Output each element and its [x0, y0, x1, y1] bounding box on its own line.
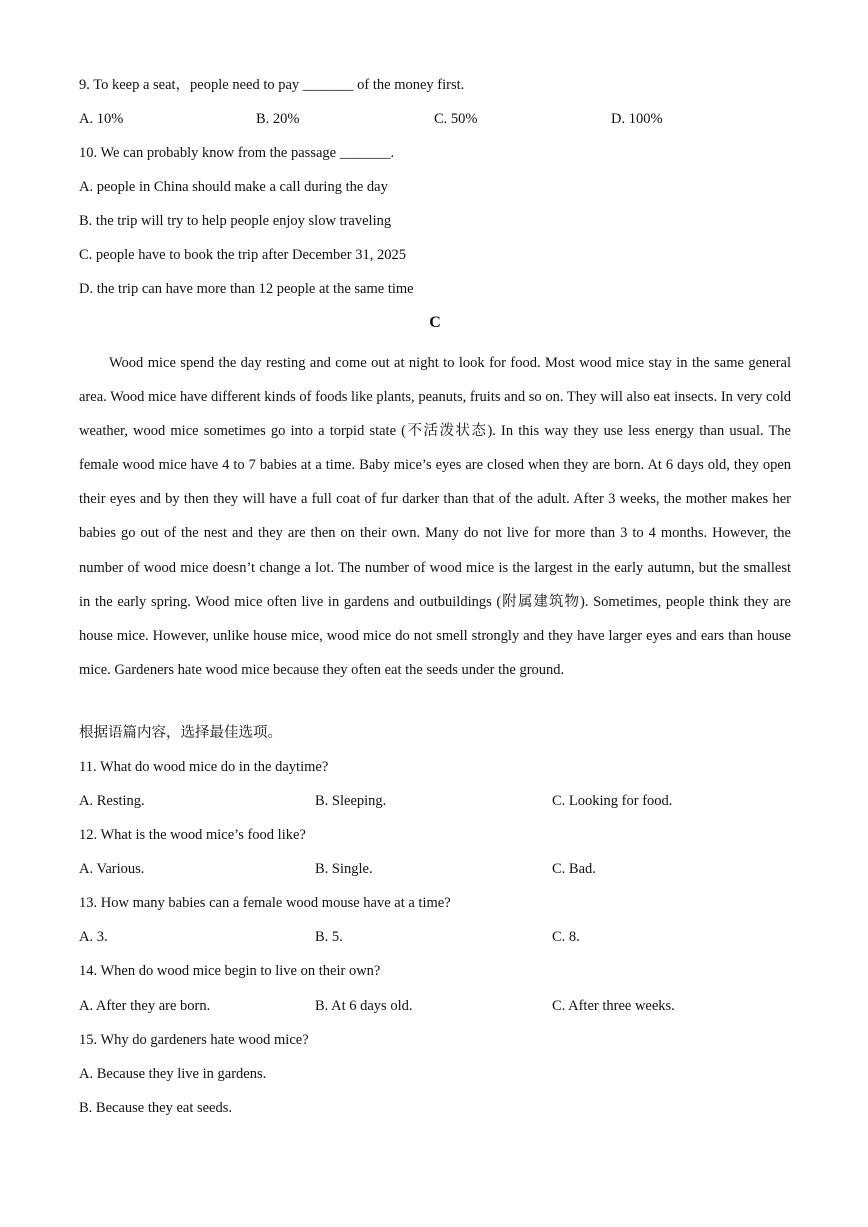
question-10-option-b: B. the trip will try to help people enjoy slow traveling: [79, 213, 392, 229]
question-12-option-a: A. Various.: [79, 861, 145, 877]
question-12-stem: 12. What is the wood mice’s food like?: [79, 827, 306, 843]
question-13-option-a: A. 3.: [79, 929, 108, 945]
question-14-option-c: C. After three weeks.: [552, 998, 675, 1014]
question-9-option-c: C. 50%: [434, 111, 478, 127]
question-10-option-a: A. people in China should make a call during the day: [79, 179, 388, 195]
question-15-option-a: A. Because they live in gardens.: [79, 1066, 267, 1082]
question-14-option-b: B. At 6 days old.: [315, 998, 413, 1014]
question-15-option-b: B. Because they eat seeds.: [79, 1100, 233, 1116]
section-c-title: C: [429, 314, 441, 331]
section-c-passage: Wood mice spend the day resting and come out at night to look for food. Most wood mice stay in the same general area. Wood mice have different kinds of foods like plants, peanuts, fruits and so on. They will also eat insects. In very cold weather, wood mice sometimes go into a torpid state (不活泼状态). In this way they use less energy than usual. The female wood mice have 4 to 7 babies at a time. Baby mice’s eyes are closed when they are born. At 6 days old, they open their eyes and by then they will have a full coat of fur darker than that of the adult. After 3 weeks, the mother makes her babies go out of the nest and they are then on their own. Many do not live for more than 3 to 4 months. However, the number of wood mice doesn’t change a lot. The number of wood mice is the largest in the early autumn, but the smallest in the early spring. Wood mice often live in gardens and outbuildings (附属建筑物). Sometimes, people think they are house mice. However, unlike house mice, wood mice do not smell strongly and they have larger eyes and ears than house mice. Gardeners hate wood mice because they often eat the seeds under the ground.: [79, 355, 791, 678]
question-9-option-a: A. 10%: [79, 111, 124, 127]
question-13-option-b: B. 5.: [315, 929, 343, 945]
question-9-option-d: D. 100%: [611, 111, 663, 127]
question-14-stem: 14. When do wood mice begin to live on their own?: [79, 963, 381, 979]
question-13-stem: 13. How many babies can a female wood mouse have at a time?: [79, 895, 451, 911]
question-15-stem: 15. Why do gardeners hate wood mice?: [79, 1032, 309, 1048]
question-10-option-c: C. people have to book the trip after December 31, 2025: [79, 247, 406, 263]
question-11-option-a: A. Resting.: [79, 793, 145, 809]
question-11-option-b: B. Sleeping.: [315, 793, 387, 809]
question-14-option-a: A. After they are born.: [79, 998, 211, 1014]
question-11-option-c: C. Looking for food.: [552, 793, 673, 809]
question-10-stem: 10. We can probably know from the passage _______.: [79, 145, 395, 161]
question-11-stem: 11. What do wood mice do in the daytime?: [79, 759, 329, 775]
question-12-option-c: C. Bad.: [552, 861, 596, 877]
question-9-option-b: B. 20%: [256, 111, 300, 127]
section-c-instruction: 根据语篇内容，选择最佳选项。: [79, 725, 282, 741]
question-10-option-d: D. the trip can have more than 12 people at the same time: [79, 281, 414, 297]
question-12-option-b: B. Single.: [315, 861, 373, 877]
question-13-option-c: C. 8.: [552, 929, 580, 945]
question-9-stem: 9. To keep a seat，people need to pay _______ of the money first.: [79, 77, 465, 93]
